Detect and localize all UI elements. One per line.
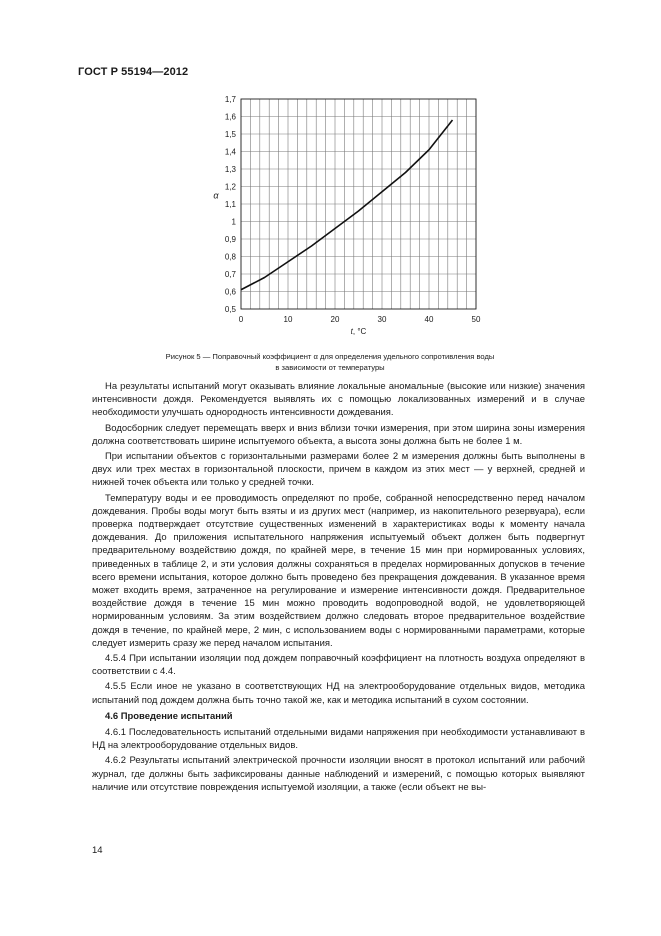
series-line [241,120,453,290]
x-tick-label: 40 [424,315,434,324]
figure-caption [90,351,570,373]
y-tick-label: 0,5 [224,305,236,314]
y-tick-label: 1,7 [224,95,236,104]
y-tick-label: 0,8 [224,252,236,262]
page-number: 14 [92,845,103,856]
y-tick-label: 1,6 [224,112,236,122]
y-tick-label: 1,4 [224,147,236,157]
x-tick-label: 30 [377,315,387,324]
x-tick-label: 10 [283,315,293,324]
paragraph-4-6-1: 4.6.1 Последовательность испытаний отдельными видами напряжения при необходимости устанавливают в НД на электрооборудование отдельных видов. [92,727,585,752]
caption-line-1: Рисунок 5 — Поправочный коэффициент α для определения удельного сопротивления воды [165,352,495,361]
y-axis-label: α [213,190,219,201]
y-tick-label: 1 [231,217,236,227]
y-tick-label: 1,2 [224,182,236,192]
body-text [92,380,585,796]
x-tick-label: 0 [238,315,244,324]
paragraph: Водосборник следует перемещать вверх и вниз вблизи точки измерения, при этом ширина зоны измерения должна соответствовать ширине испытуемого объекта, а высота зоны должна быть не более 1 м. [92,422,585,447]
paragraph: При испытании объектов с горизонтальными размерами более 2 м измерения должны быть выполнены в двух или трех местах в горизонтальной плоскости, причем в каждом из этих мест — у верхней, средней и нижней точек объекта или только у средней точки. [92,451,585,489]
temperature-correction-chart [0,0,661,360]
paragraph-4-6-2: 4.6.2 Результаты испытаний электрической прочности изоляции вносят в протокол испытаний или рабочий журнал, где должны быть зафиксированы данные наблюдений и измерений, с помощью которых выявляют наличие или отсутствие повреждения испытуемой изоляции, а также (если объект не вы- [92,755,585,793]
y-tick-label: 1,3 [224,165,236,174]
paragraph: Температуру воды и ее проводимость определяют по пробе, собранной непосредственно перед началом дождевания. Пробы воды могут быть взяты и из других мест (например, из накопительного резервуара), если проверка подтверждает отсутствие существенных изменений в характеристиках воды к моменту начала дождевания. До приложения испытательного напряжения испытуемый объект должен быть подвергнут предварительному воздействию дождя, по крайней мере, в течение 15 мин при нормированных условиях, приведенных в таблице 2, и эти условия должны сохраняться в пределах нормированных допусков в течение всего времени испытания, которое должно быть проведено без прекращения дождевания. В указанное время может входить время, затраченное на регулирование и измерение интенсивности дождя. Предварительное воздействие дождя в течение 15 мин можно проводить водопроводной водой, не удовлетворяющей нормированным условиям. За этим воздействием должно следовать второе предварительное воздействие дождя в течение, по крайней мере, 2 мин, с использованием воды с нормированными параметрами, которые следует измерить сразу же перед началом испытания. [92,492,585,649]
paragraph: На результаты испытаний могут оказывать влияние локальные аномальные (высокие или низкие) значения интенсивности дождя. Рекомендуется выявлять их с помощью локализованных измерений и в случае необходимости улучшать однородность интенсивности дождевания. [92,381,585,419]
section-heading: 4.6 Проведение испытаний [105,710,233,722]
y-tick-label: 1,5 [224,130,236,139]
y-tick-label: 1,1 [224,200,236,209]
document-header: ГОСТ Р 55194—2012 [78,66,189,78]
paragraph-4-5-5: 4.5.5 Если иное не указано в соответствующих НД на электрооборудование отдельных видов, методика испытаний под дождем должна быть точно такой же, как и методика испытаний в сухом состоянии. [92,681,585,706]
x-tick-label: 50 [471,315,481,324]
y-tick-label: 0,6 [224,287,236,297]
paragraph-4-5-4: 4.5.4 При испытании изоляции под дождем поправочный коэффициент на плотность воздуха определяют в соответствии с 4.4. [92,653,585,678]
caption-line-2: в зависимости от температуры [275,363,385,372]
x-axis-label: t, °C [350,327,367,336]
x-tick-label: 20 [330,315,340,324]
y-tick-label: 0,9 [224,235,236,244]
y-tick-label: 0,7 [224,270,236,279]
